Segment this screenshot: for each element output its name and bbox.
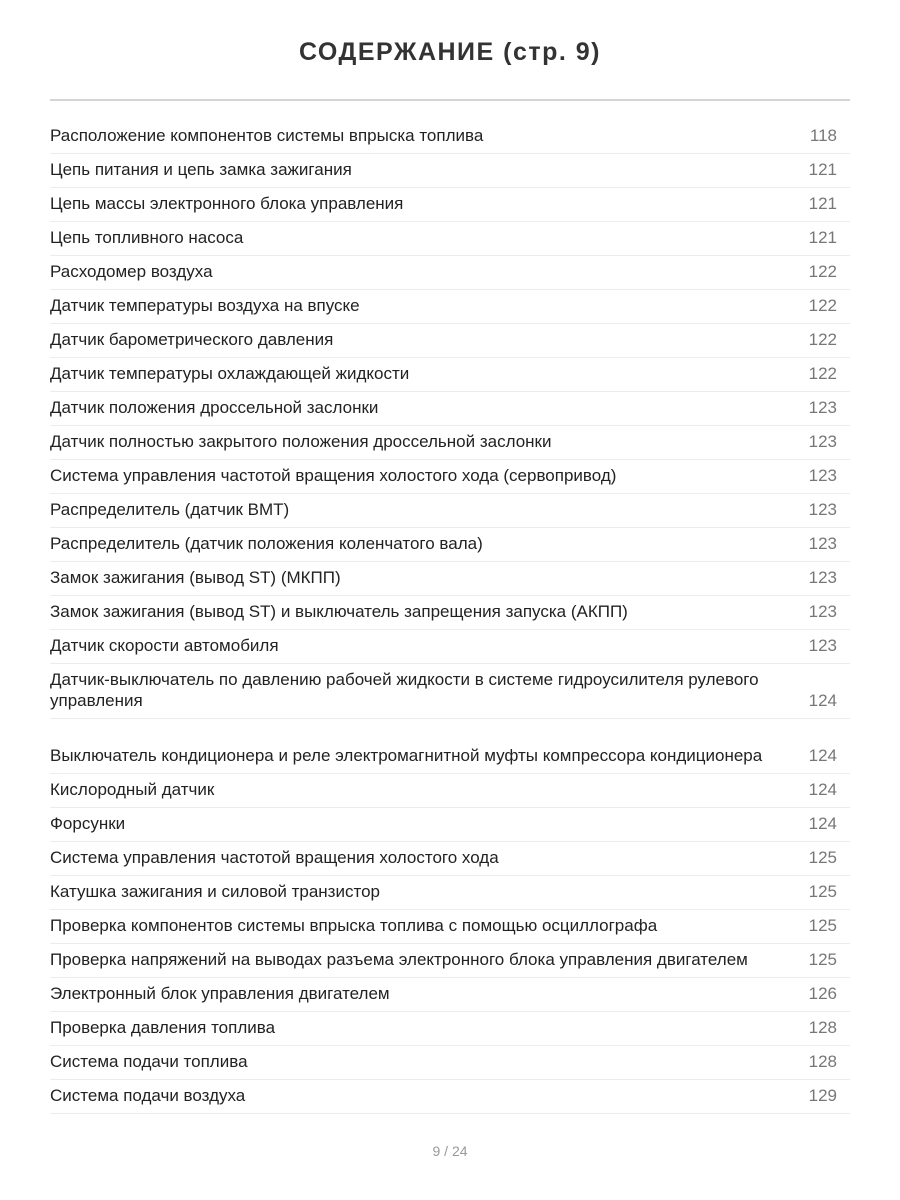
toc-entry-page: 123	[808, 466, 837, 485]
toc-entry[interactable]	[50, 562, 850, 596]
toc-entry-page: 123	[808, 534, 837, 553]
toc-entry-title: Цепь топливного насоса	[50, 228, 244, 247]
toc-entry[interactable]	[50, 876, 850, 910]
toc-entry-page: 125	[808, 848, 837, 867]
toc-entry-page: 121	[808, 160, 837, 179]
toc-entry-page: 122	[808, 330, 837, 349]
toc-entry-page: 123	[808, 602, 837, 621]
toc-entry[interactable]	[50, 808, 850, 842]
toc-entry-title: Расходомер воздуха	[50, 262, 213, 281]
toc-entry[interactable]	[50, 528, 850, 562]
toc-entry-page: 124	[808, 746, 837, 765]
toc-entry-page: 121	[808, 194, 837, 213]
toc-entry[interactable]	[50, 188, 850, 222]
toc-entry-page: 122	[808, 364, 837, 383]
toc-entry-page: 123	[808, 636, 837, 655]
toc-entry-title: Распределитель (датчик положения коленчатого вала)	[50, 534, 483, 553]
toc-entry-page: 124	[808, 814, 837, 833]
title-divider	[50, 99, 850, 101]
toc-entry-title: Цепь массы электронного блока управления	[50, 194, 404, 213]
toc-entry-page: 124	[808, 691, 837, 710]
toc-entry-title: Форсунки	[50, 814, 126, 833]
toc-entry[interactable]	[50, 460, 850, 494]
toc-entry-title: Система подачи топлива	[50, 1052, 248, 1071]
toc-entry[interactable]	[50, 978, 850, 1012]
toc-entry-page: 129	[808, 1086, 837, 1105]
toc-entry[interactable]	[50, 630, 850, 664]
toc-entry[interactable]	[50, 944, 850, 978]
toc-entry[interactable]	[50, 256, 850, 290]
page-counter: 9 / 24	[432, 1143, 468, 1159]
toc-entry[interactable]	[50, 392, 850, 426]
toc-entry[interactable]	[50, 324, 850, 358]
toc-entry-page: 122	[808, 262, 837, 281]
toc-entry-title: Цепь питания и цепь замка зажигания	[50, 160, 352, 179]
toc-entry-page: 128	[808, 1052, 837, 1071]
toc-entry-page: 125	[808, 916, 837, 935]
toc-entry-title: Система управления частотой вращения холостого хода	[50, 848, 499, 867]
toc-entry-page: 128	[808, 1018, 837, 1037]
toc-entry-title: Проверка компонентов системы впрыска топлива с помощью осциллографа	[50, 916, 658, 935]
toc-entry-title: Датчик скорости автомобиля	[50, 636, 279, 655]
toc-entry-title: Система подачи воздуха	[50, 1086, 246, 1105]
toc-entry-page: 121	[808, 228, 837, 247]
toc-entry[interactable]	[50, 1080, 850, 1114]
toc-entry-page: 123	[808, 432, 837, 451]
toc-entry[interactable]	[50, 290, 850, 324]
toc-entry-page: 123	[808, 568, 837, 587]
toc-entry[interactable]	[50, 494, 850, 528]
toc-entry-title: Датчик барометрического давления	[50, 330, 334, 349]
toc-entry-title: Кислородный датчик	[50, 780, 215, 799]
toc-entry-page: 124	[808, 780, 837, 799]
toc-entry-title: Замок зажигания (вывод ST) и выключатель запрещения запуска (АКПП)	[50, 602, 628, 621]
toc-entry[interactable]	[50, 222, 850, 256]
toc-entry[interactable]	[50, 596, 850, 630]
toc-entry[interactable]	[50, 1012, 850, 1046]
toc-entry-page: 123	[808, 398, 837, 417]
toc-entry-page: 125	[808, 950, 837, 969]
toc-entry[interactable]	[50, 358, 850, 392]
toc-entry[interactable]	[50, 910, 850, 944]
toc-entry-title: Распределитель (датчик ВМТ)	[50, 500, 290, 519]
toc-entry-page: 125	[808, 882, 837, 901]
toc-entry-page: 123	[808, 500, 837, 519]
toc-entry-page: 126	[808, 984, 837, 1003]
toc-entry-title: Датчик-выключатель по давлению рабочей жидкости в системе гидроусилителя рулевого управления	[50, 670, 759, 710]
toc-entry[interactable]	[50, 719, 850, 774]
toc-entry[interactable]	[50, 664, 850, 719]
toc-entry-title: Замок зажигания (вывод ST) (МКПП)	[50, 568, 341, 587]
toc-entry-title: Катушка зажигания и силовой транзистор	[50, 882, 380, 901]
toc-entry-page: 122	[808, 296, 837, 315]
toc-entry-title: Выключатель кондиционера и реле электромагнитной муфты компрессора кондиционера	[50, 746, 763, 765]
toc-entry-title: Датчик положения дроссельной заслонки	[50, 398, 379, 417]
toc-entry-title: Система управления частотой вращения холостого хода (сервопривод)	[50, 466, 617, 485]
toc-entry-title: Электронный блок управления двигателем	[50, 984, 390, 1003]
page-title: СОДЕРЖАНИЕ (стр. 9)	[298, 38, 602, 66]
toc-entry[interactable]	[50, 120, 850, 154]
toc-entry[interactable]	[50, 842, 850, 876]
toc-entry[interactable]	[50, 774, 850, 808]
toc-entry[interactable]	[50, 1046, 850, 1080]
toc-entry-title: Датчик температуры охлаждающей жидкости	[50, 364, 410, 383]
toc-entry-page: 118	[809, 126, 837, 145]
toc-list	[50, 120, 850, 1114]
toc-entry-title: Проверка давления топлива	[50, 1018, 276, 1037]
toc-entry-title: Датчик температуры воздуха на впуске	[50, 296, 360, 315]
toc-entry[interactable]	[50, 154, 850, 188]
toc-entry[interactable]	[50, 426, 850, 460]
toc-entry-title: Расположение компонентов системы впрыска топлива	[50, 126, 484, 145]
toc-entry-title: Проверка напряжений на выводах разъема электронного блока управления двигателем	[50, 950, 748, 969]
toc-entry-title: Датчик полностью закрытого положения дроссельной заслонки	[50, 432, 552, 451]
